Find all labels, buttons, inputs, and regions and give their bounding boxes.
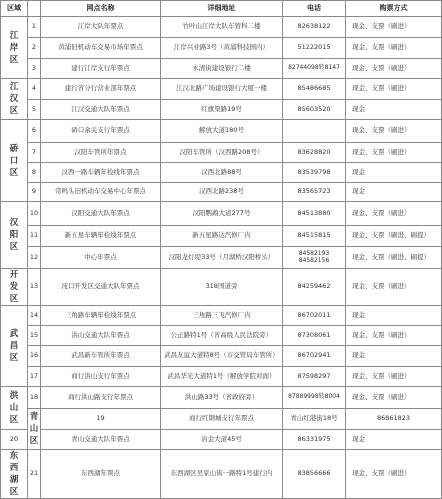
district-label: 江岸区 [9, 30, 19, 65]
outlet-name: 青山交通大队年票点 [41, 430, 161, 450]
row-number: 10 [28, 202, 41, 226]
district-cell [1, 79, 28, 120]
outlet-name: 沌口开发区交通大队年票点 [41, 269, 161, 306]
outlet-address: 洪山路33号（省政府旁） [161, 387, 283, 409]
outlet-address: 汉阳车管所（汉西路208号） [161, 143, 283, 163]
outlet-name: 汉阳车管所年票点 [41, 143, 161, 163]
outlet-address: 青山红港街18号 [283, 409, 346, 430]
outlet-phone: 82744098转8147 [283, 59, 346, 79]
table-row [1, 326, 442, 346]
header-number [28, 1, 41, 17]
district-label: 武昌区 [9, 329, 19, 363]
payment-method: 现金、支票（刷进） [346, 367, 442, 387]
row-number: 7 [28, 143, 41, 163]
outlet-address: 冶金大道45号 [161, 430, 283, 450]
outlet-phone: 82638122 [283, 17, 346, 38]
header-payment: 购票方式 [346, 1, 442, 17]
outlet-address: 永清街建设银行二楼 [161, 59, 283, 79]
outlet-name: 三角路车辆年检线年票点 [41, 306, 161, 326]
payment-method: 现金、支票（刷进） [346, 59, 442, 79]
outlet-phone: 87598297 [283, 367, 346, 387]
outlet-phone: 84515815 [283, 226, 346, 247]
table-row [1, 163, 442, 183]
table-row [1, 409, 442, 430]
outlet-address: 解放大道180号 [161, 120, 283, 143]
row-number: 15 [28, 326, 41, 346]
row-number: 12 [28, 247, 41, 269]
table-row [1, 387, 442, 409]
row-number: 1 [28, 17, 41, 38]
outlet-phone: 83856666 [283, 450, 346, 499]
row-number: 18 [28, 387, 41, 409]
payment-method: 现金、支票（刷进） [346, 17, 442, 38]
outlet-name: 中心年票点 [41, 247, 161, 269]
outlet-address: 汉阳龙灯堤33号（月湖桥汉阳桥头） [161, 247, 283, 269]
outlet-address: 公正路特1号（省高级人民法院旁） [161, 326, 283, 346]
table-row [1, 59, 442, 79]
outlet-name: 硚口余关支行年票点 [41, 120, 161, 143]
outlet-phone [283, 120, 346, 143]
outlet-phone: 85486685 [283, 79, 346, 100]
outlet-address: 汉西北路88号 [161, 163, 283, 183]
outlet-phone: 83628820 [283, 143, 346, 163]
outlet-name: 商行红钢城支行年票点 [161, 409, 283, 430]
district-label: 汉阳区 [9, 218, 19, 252]
row-number: 3 [28, 59, 41, 79]
outlet-phone: 86331975 [283, 430, 346, 450]
row-number: 17 [28, 367, 41, 387]
header-outlet-name: 网点名称 [41, 1, 161, 17]
payment-method: 现金、支票（刷进） [346, 326, 442, 346]
table-row [1, 143, 442, 163]
table-row [1, 306, 442, 326]
district-cell [1, 387, 28, 430]
row-number: 6 [28, 120, 41, 143]
row-number: 2 [28, 38, 41, 59]
outlet-phone: 83565723 [283, 183, 346, 202]
row-number: 16 [28, 346, 41, 367]
district-label: 江汉区 [9, 82, 19, 116]
outlet-address: 江汉北路广场建设银行大厦一楼 [161, 79, 283, 100]
outlet-phone: 84259462 [283, 269, 346, 306]
header-district: 区域 [1, 1, 28, 17]
table-row [1, 247, 442, 269]
table-row [1, 346, 442, 367]
outlet-name: 汉阳交通大队年票点 [41, 202, 161, 226]
outlet-name: 商行洪山支行年票点 [41, 367, 161, 387]
outlet-name: 建行江岸支行年票点 [41, 59, 161, 79]
table-row [1, 17, 442, 38]
outlet-phone: 86702941 [283, 346, 346, 367]
outlet-phone: 87889998转8004 [283, 387, 346, 409]
outlet-name: 新五星车辆年检线年票点 [41, 226, 161, 247]
table-row [1, 269, 442, 306]
district-cell [1, 269, 28, 306]
district-cell [1, 17, 28, 79]
payment-method: 现金、支票（刷进、刷提） [346, 247, 442, 269]
payment-method: 现金 [346, 183, 442, 202]
payment-method: 现金 [346, 430, 442, 450]
payment-method: 现金 [346, 163, 442, 183]
payment-method: 现金、支票（刷进） [346, 387, 442, 409]
district-label: 东西湖区 [9, 451, 19, 497]
payment-method: 现金、支票（刷进） [346, 38, 442, 59]
outlet-address: 汉西北路238号 [161, 183, 283, 202]
district-cell [1, 306, 28, 387]
district-cell [1, 202, 28, 269]
row-number: 19 [41, 409, 161, 430]
outlet-phone: 87308061 [283, 326, 346, 346]
row-number: 8 [28, 163, 41, 183]
outlet-name: 商行洪山路支行年票点 [41, 387, 161, 409]
row-number: 21 [28, 450, 41, 499]
outlet-address: 318国道旁 [161, 269, 283, 306]
district-label: 硚口区 [9, 143, 19, 178]
district-label: 洪山区 [9, 391, 19, 425]
outlet-name: 常鸣头旧机动车交易中心年票点 [41, 183, 161, 202]
district-label: 青山区 [29, 412, 39, 446]
outlet-name: 东西湖年票点 [41, 450, 161, 499]
outlet-address: 竹叶山江岸大队车管科二楼 [161, 17, 283, 38]
outlet-phone: 84582193 84582156 [283, 247, 346, 269]
outlet-phone: 86702011 [283, 306, 346, 326]
outlet-phone: 51222015 [283, 38, 346, 59]
table-row [1, 202, 442, 226]
outlet-phone: 86861823 [346, 409, 442, 430]
outlet-address: 新五星路达汽修厂内 [161, 226, 283, 247]
table-row [1, 38, 442, 59]
row-number: 14 [28, 306, 41, 326]
payment-method: 现金、支票（刷进） [346, 450, 442, 499]
row-number: 20 [1, 430, 28, 450]
row-number: 11 [28, 226, 41, 247]
outlet-phone: 84513880 [283, 202, 346, 226]
payment-method: 现金、支票（刷进） [346, 143, 442, 163]
table-row [1, 100, 442, 120]
header-phone: 电话 [283, 1, 346, 17]
header-address: 详细地址 [161, 1, 283, 17]
outlet-name: 黄浦旧机动车交易市场年票点 [41, 38, 161, 59]
outlet-address: 武昌友谊大道特8号（市交管局车管所） [161, 346, 283, 367]
outlet-phone: 83539798 [283, 163, 346, 183]
outlet-name: 江汉交通大队年票点 [41, 100, 161, 120]
payment-method: 现金、支票（刷进、刷提） [346, 226, 442, 247]
table-row [1, 367, 442, 387]
district-cell [1, 450, 28, 499]
district-cell [1, 120, 28, 202]
payment-method: 现金、支票（刷进） [346, 202, 442, 226]
outlet-name: 武昌新车管所年票点 [41, 346, 161, 367]
outlet-address: 江岸兴业路3号（黄浦科技园内） [161, 38, 283, 59]
table-row [1, 79, 442, 100]
payment-method: 现金、支票（刷进） [346, 269, 442, 306]
outlet-address: 东西湖区吴家山街一路特1号建行内 [161, 450, 283, 499]
outlet-name: 汉西一路车辆年检线年票点 [41, 163, 161, 183]
outlet-address: 红旗渠路19号 [161, 100, 283, 120]
district-label: 开发区 [9, 270, 19, 304]
table-row [1, 226, 442, 247]
row-number: 5 [28, 100, 41, 120]
outlet-phone: 85603520 [283, 100, 346, 120]
table-row [1, 120, 442, 143]
table-row [1, 450, 442, 499]
outlet-address: 汉阳鹦鹉大道277号 [161, 202, 283, 226]
district-cell [28, 409, 41, 450]
outlet-name: 江岸大队年票点 [41, 17, 161, 38]
payment-method: 现金 [346, 346, 442, 367]
outlet-address: 三角路三飞汽修厂内 [161, 306, 283, 326]
outlet-name: 洪山交通大队年票点 [41, 326, 161, 346]
row-number: 13 [28, 269, 41, 306]
payment-method: 现金 [346, 100, 442, 120]
table-row [1, 430, 442, 450]
outlet-name: 建行省分行营业部年票点 [41, 79, 161, 100]
table-row [1, 183, 442, 202]
payment-method: 现金、支票（刷进） [346, 79, 442, 100]
row-number: 9 [28, 183, 41, 202]
header-row [1, 1, 442, 17]
outlet-address: 武昌华光大道特1号（解放学院对面） [161, 367, 283, 387]
payment-method: 现金、支票（刷进） [346, 120, 442, 143]
payment-method: 现金 [346, 306, 442, 326]
row-number: 4 [28, 79, 41, 100]
